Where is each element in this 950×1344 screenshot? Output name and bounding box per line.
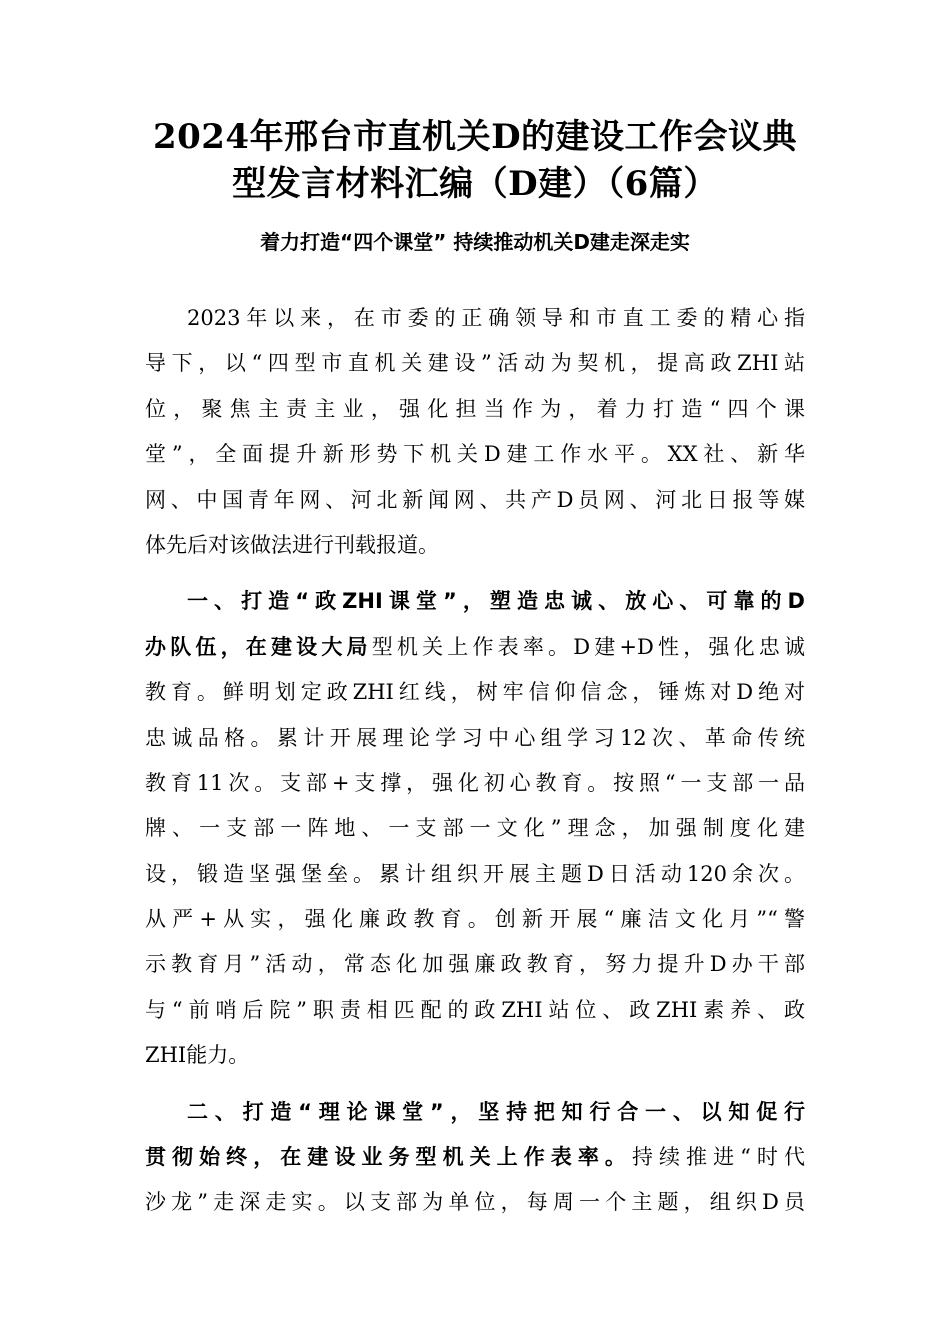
section-1-paragraph: [145, 579, 805, 1078]
section-1-heading: 一、打造“政ZHI课堂”，塑造忠诚、放心、可靠的D: [187, 589, 805, 614]
document-title-line-2: 型发言材料汇编（D建）（6篇）: [232, 164, 718, 204]
text-line: 与“前哨后院”职责相匹配的政ZHI站位、政ZHI素养、政: [145, 997, 805, 1022]
article-body: [145, 296, 805, 1226]
text-line: 忠诚品格。累计开展理论学习中心组学习12次、革命传统: [145, 725, 805, 750]
text-line: [145, 625, 805, 670]
text-line: 牌、一支部一阵地、一支部一文化”理念，加强制度化建: [145, 816, 805, 841]
text-line: 位，聚焦主责主业，强化担当作为，着力打造“四个课: [145, 396, 805, 421]
text-line: 教育。鲜明划定政ZHI红线，树牢信仰信念，锤炼对D绝对: [145, 680, 805, 705]
text-line: [145, 1135, 805, 1180]
text-line: 导下，以“四型市直机关建设”活动为契机，提高政ZHI站: [145, 351, 805, 376]
text-line: 从严+从实，强化廉政教育。创新开展“廉洁文化月”“警: [145, 907, 805, 932]
section-2-text: 持续推进“时代: [631, 1145, 805, 1170]
document-title-line-1: 2024年邢台市直机关D的建设工作会议典: [152, 117, 798, 157]
section-1-text: 型机关上作表率。D建+D性，强化忠诚: [371, 634, 805, 659]
intro-paragraph: [145, 296, 805, 568]
text-line: 示教育月”活动，常态化加强廉政教育，努力提升D办干部: [145, 952, 805, 977]
article-title: 着力打造“四个课堂” 持续推动机关D建走深走实: [260, 230, 690, 254]
document-title: [120, 114, 830, 208]
section-2-heading: 二、打造“理论课堂”，坚持把知行合一、以知促行: [187, 1099, 805, 1124]
text-line: 体先后对该做法进行刊载报道。: [145, 532, 439, 557]
text-line: 2023年以来，在市委的正确领导和市直工委的精心指: [187, 306, 805, 330]
text-line: 沙龙”走深走实。以支部为单位，每周一个主题，组织D员: [145, 1190, 805, 1215]
text-line: 堂”，全面提升新形势下机关D建工作水平。XX社、新华: [145, 442, 805, 467]
section-2-paragraph: [145, 1090, 805, 1226]
section-1-heading-continued: 办队伍，在建设大局: [145, 634, 372, 659]
text-line: 教育11次。支部+支撑，强化初心教育。按照“一支部一品: [145, 770, 805, 795]
section-2-heading-continued: 贯彻始终，在建设业务型机关上作表率。: [145, 1145, 632, 1170]
text-line: ZHI能力。: [145, 1043, 250, 1068]
text-line: 网、中国青年网、河北新闻网、共产D员网、河北日报等媒: [145, 487, 805, 512]
text-line: 设，锻造坚强堡垒。累计组织开展主题D日活动120余次。: [145, 861, 805, 886]
